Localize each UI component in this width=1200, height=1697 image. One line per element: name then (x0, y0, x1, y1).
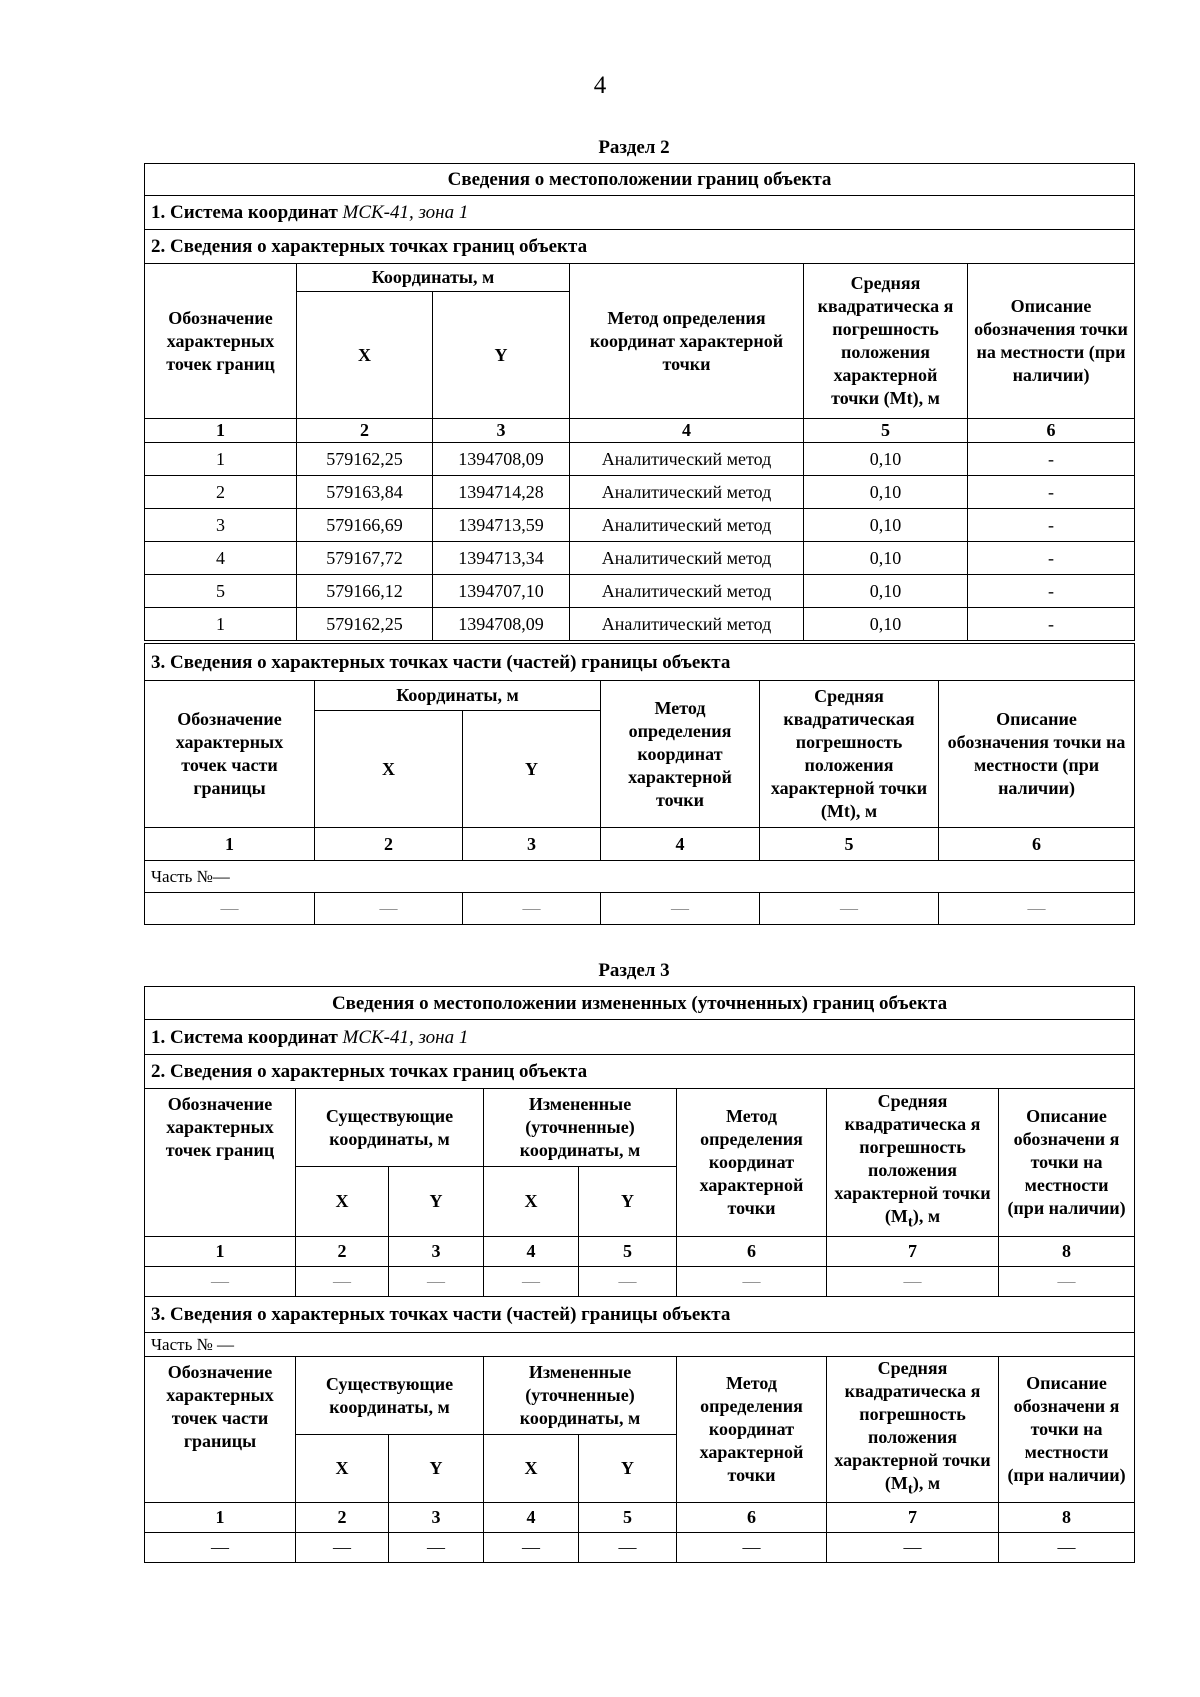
point-description: - (968, 509, 1135, 542)
page-number: 4 (593, 72, 607, 99)
col-number: 5 (760, 828, 939, 861)
dash-cell: — (463, 893, 601, 925)
col-error: Средняя квадратическа я погрешность положения характерной точки (Mt), м (804, 264, 968, 419)
col-error: Средняя квадратическа я погрешность положения характерной точки $(M_t)$, м (827, 1357, 999, 1503)
col-number: 6 (968, 419, 1135, 443)
col-number: 6 (939, 828, 1135, 861)
col-number: 1 (145, 419, 297, 443)
col-designation: Обозначение характерных точек границ (145, 264, 297, 419)
point-y: 1394708,09 (433, 443, 570, 476)
point-x: 579167,72 (297, 542, 433, 575)
dash-cell: — (484, 1533, 579, 1563)
col-designation: Обозначение характерных точек границ (145, 1089, 296, 1237)
col-existing-x: X (296, 1167, 389, 1237)
col-y: Y (463, 711, 601, 828)
col-coords: Координаты, м (297, 264, 570, 292)
section3-title: Сведения о местоположении измененных (уточненных) границ объекта (145, 987, 1135, 1020)
dash-cell: — (296, 1267, 389, 1297)
col-number: 1 (145, 1503, 296, 1533)
dash-cell: — (999, 1533, 1135, 1563)
col-number: 4 (484, 1237, 579, 1267)
col-existing-y: Y (389, 1435, 484, 1503)
dash-cell: — (827, 1267, 999, 1297)
col-x: X (315, 711, 463, 828)
col-number: 7 (827, 1503, 999, 1533)
point-y: 1394713,59 (433, 509, 570, 542)
point-x: 579162,25 (297, 608, 433, 641)
col-number: 4 (484, 1503, 579, 1533)
point-error: 0,10 (804, 509, 968, 542)
col-number: 1 (145, 828, 315, 861)
section2-coord-system: 1. Система координат МСК-41, зона 1 (145, 196, 1135, 230)
dash-cell: — (145, 893, 315, 925)
col-number: 3 (389, 1237, 484, 1267)
section3-points-title: 2. Сведения о характерных точках границ объекта (145, 1055, 1135, 1089)
dash-cell: — (484, 1267, 579, 1297)
point-error: 0,10 (804, 575, 968, 608)
table-row (145, 476, 1135, 509)
point-error: 0,10 (804, 443, 968, 476)
part-label: Часть №— (145, 861, 1135, 893)
col-number: 5 (579, 1237, 677, 1267)
point-error: 0,10 (804, 542, 968, 575)
dash-cell: — (389, 1267, 484, 1297)
section2-parts-table (144, 643, 1135, 925)
table-row (145, 608, 1135, 641)
dash-cell: — (677, 1533, 827, 1563)
point-x: 579166,12 (297, 575, 433, 608)
col-error: Средняя квадратическа я погрешность положения характерной точки $(M_t)$, м (827, 1089, 999, 1237)
col-description: Описание обозначени я точки на местности (при наличии) (999, 1089, 1135, 1237)
table-row (145, 1533, 1135, 1563)
col-changed-x: X (484, 1435, 579, 1503)
col-description: Описание обозначения точки на местности (при наличии) (968, 264, 1135, 419)
point-method: Аналитический метод (570, 542, 804, 575)
col-number: 3 (389, 1503, 484, 1533)
point-y: 1394707,10 (433, 575, 570, 608)
section3-heading: Раздел 3 (598, 960, 670, 981)
point-id: 1 (145, 443, 297, 476)
col-description: Описание обозначени я точки на местности (при наличии) (999, 1357, 1135, 1503)
col-coords: Координаты, м (315, 681, 601, 711)
dash-cell: — (579, 1267, 677, 1297)
section2-heading: Раздел 2 (598, 137, 670, 158)
col-error: Средняя квадратическая погрешность положения характерной точки (Mt), м (760, 681, 939, 828)
point-x: 579166,69 (297, 509, 433, 542)
dash-cell: — (389, 1533, 484, 1563)
dash-cell: — (315, 893, 463, 925)
col-designation: Обозначение характерных точек части границы (145, 1357, 296, 1503)
col-number: 6 (677, 1503, 827, 1533)
col-changed: Измененные (уточненные) координаты, м (484, 1089, 677, 1167)
col-number: 8 (999, 1237, 1135, 1267)
col-method: Метод определения координат характерной точки (677, 1357, 827, 1503)
dash-cell: — (145, 1267, 296, 1297)
table-row (145, 542, 1135, 575)
point-x: 579162,25 (297, 443, 433, 476)
point-error: 0,10 (804, 608, 968, 641)
point-error: 0,10 (804, 476, 968, 509)
point-method: Аналитический метод (570, 443, 804, 476)
section3-coord-system: 1. Система координат МСК-41, зона 1 (145, 1020, 1135, 1055)
point-id: 4 (145, 542, 297, 575)
col-designation: Обозначение характерных точек части границы (145, 681, 315, 828)
table-row (145, 509, 1135, 542)
table-row (145, 575, 1135, 608)
point-description: - (968, 575, 1135, 608)
table-row (145, 443, 1135, 476)
col-changed: Измененные (уточненные) координаты, м (484, 1357, 677, 1435)
section2-points-title: 2. Сведения о характерных точках границ объекта (145, 230, 1135, 264)
point-description: - (968, 443, 1135, 476)
col-number: 5 (579, 1503, 677, 1533)
col-existing-x: X (296, 1435, 389, 1503)
point-id: 2 (145, 476, 297, 509)
col-method: Метод определения координат характерной точки (570, 264, 804, 419)
dash-cell: — (677, 1267, 827, 1297)
point-description: - (968, 476, 1135, 509)
point-y: 1394708,09 (433, 608, 570, 641)
col-y: Y (433, 292, 570, 419)
point-method: Аналитический метод (570, 509, 804, 542)
dash-cell: — (145, 1533, 296, 1563)
col-existing: Существующие координаты, м (296, 1357, 484, 1435)
col-number: 2 (296, 1237, 389, 1267)
col-method: Метод определения координат характерной точки (677, 1089, 827, 1237)
col-description: Описание обозначения точки на местности (при наличии) (939, 681, 1135, 828)
col-number: 3 (433, 419, 570, 443)
col-number: 4 (601, 828, 760, 861)
point-description: - (968, 608, 1135, 641)
col-number: 5 (804, 419, 968, 443)
point-method: Аналитический метод (570, 575, 804, 608)
col-number: 2 (296, 1503, 389, 1533)
dash-cell: — (999, 1267, 1135, 1297)
col-number: 3 (463, 828, 601, 861)
dash-cell: — (939, 893, 1135, 925)
col-number: 1 (145, 1237, 296, 1267)
section2-title: Сведения о местоположении границ объекта (145, 164, 1135, 196)
section2-table (144, 163, 1135, 641)
point-id: 1 (145, 608, 297, 641)
col-number: 6 (677, 1237, 827, 1267)
point-id: 5 (145, 575, 297, 608)
point-y: 1394713,34 (433, 542, 570, 575)
col-changed-y: Y (579, 1435, 677, 1503)
dash-cell: — (296, 1533, 389, 1563)
table-row (145, 893, 1135, 925)
col-x: X (297, 292, 433, 419)
col-method: Метод определения координат характерной точки (601, 681, 760, 828)
part-label: Часть № — (145, 1333, 1135, 1357)
section3-parts-title: 3. Сведения о характерных точках части (частей) границы объекта (145, 1297, 1135, 1333)
dash-cell: — (601, 893, 760, 925)
col-number: 8 (999, 1503, 1135, 1533)
section2-parts-title: 3. Сведения о характерных точках части (частей) границы объекта (145, 644, 1135, 681)
col-number: 2 (297, 419, 433, 443)
col-existing: Существующие координаты, м (296, 1089, 484, 1167)
point-x: 579163,84 (297, 476, 433, 509)
dash-cell: — (760, 893, 939, 925)
section3-table (144, 986, 1135, 1563)
col-changed-x: X (484, 1167, 579, 1237)
table-row (145, 1267, 1135, 1297)
col-number: 7 (827, 1237, 999, 1267)
dash-cell: — (579, 1533, 677, 1563)
point-method: Аналитический метод (570, 476, 804, 509)
col-changed-y: Y (579, 1167, 677, 1237)
point-method: Аналитический метод (570, 608, 804, 641)
point-description: - (968, 542, 1135, 575)
col-number: 2 (315, 828, 463, 861)
point-id: 3 (145, 509, 297, 542)
dash-cell: — (827, 1533, 999, 1563)
col-number: 4 (570, 419, 804, 443)
col-existing-y: Y (389, 1167, 484, 1237)
point-y: 1394714,28 (433, 476, 570, 509)
